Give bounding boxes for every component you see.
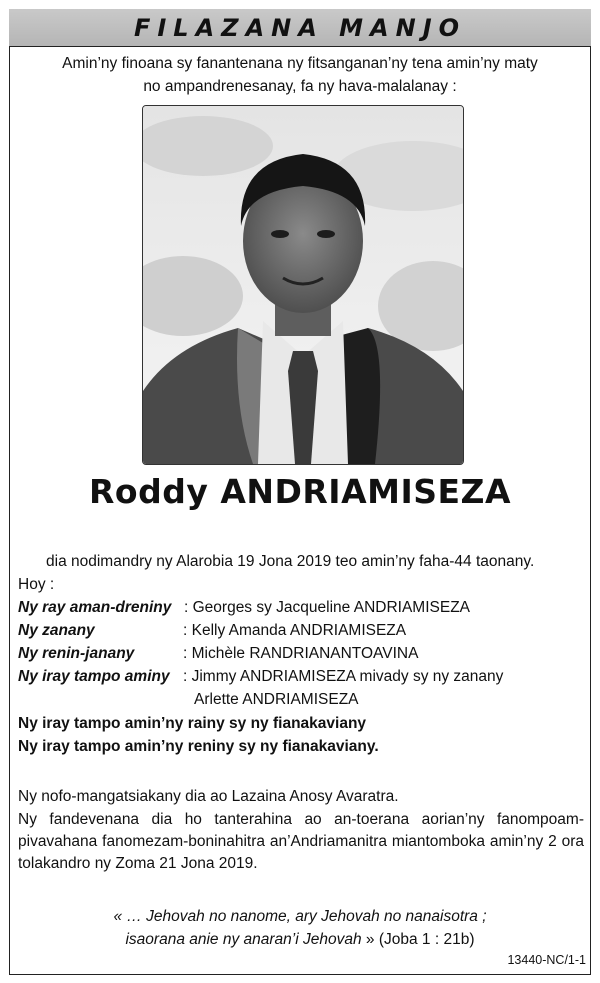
verse-line-2-text: isaorana anie ny anaran’i Jehovah [125,931,362,948]
verse-line-1: « … Jehovah no nanome, ary Jehovah no nanaisotra ; [113,908,487,925]
intro-line-2: no ampandrenesanay, fa ny hava-malalanay : [143,78,457,95]
deceased-portrait [142,105,464,465]
relative-label: Ny zanany [18,622,95,639]
extended-family-line: Ny iray tampo amin’ny rainy sy ny fianakaviany [18,715,367,732]
relative-value: : Michèle RANDRIANANTOAVINA [183,645,419,662]
deceased-name: Roddy ANDRIAMISEZA [89,472,511,511]
reference-code: 13440-NC/1-1 [507,953,586,967]
death-notice: dia nodimandry ny Alarobia 19 Jona 2019 teo amin’ny faha-44 taonany. [46,553,535,570]
funeral-notice: Ny fandevenana dia ho tanterahina ao an-toerana aorian’ny fanompoam-pivavahana fanomezam-boninahitra an’Andriamanitra miantomboka amin’ny 2 ora tolakandro ny Zoma 21 Jona 2019. [18,811,584,872]
verse-reference: » (Joba 1 : 21b) [365,931,475,948]
vigil-notice: Ny nofo-mangatsiakany dia ao Lazaina Anosy Avaratra. [18,788,399,805]
notice-title: FILAZANA MANJO [133,13,467,42]
extended-family-line: Ny iray tampo amin’ny reniny sy ny fianakaviany. [18,738,379,755]
relative-value-continued: Arlette ANDRIAMISEZA [194,691,359,708]
verse-line-2 [60,928,540,951]
relative-value: : Kelly Amanda ANDRIAMISEZA [183,622,407,639]
relative-label: Ny iray tampo aminy [18,668,170,685]
bible-verse [60,905,540,951]
notice-header [9,9,591,47]
relative-label: Ny renin-janany [18,645,135,662]
hoy-label: Hoy : [18,576,55,593]
intro-line-1: Amin’ny finoana sy fanantenana ny fitsanganan’ny tena amin’ny maty [62,55,538,72]
intro-text [20,52,580,98]
relative-value: : Jimmy ANDRIAMISEZA mivady sy ny zanany [183,668,504,685]
relative-label: Ny ray aman-dreniny [18,599,172,616]
relative-value: : Georges sy Jacqueline ANDRIAMISEZA [184,599,471,616]
